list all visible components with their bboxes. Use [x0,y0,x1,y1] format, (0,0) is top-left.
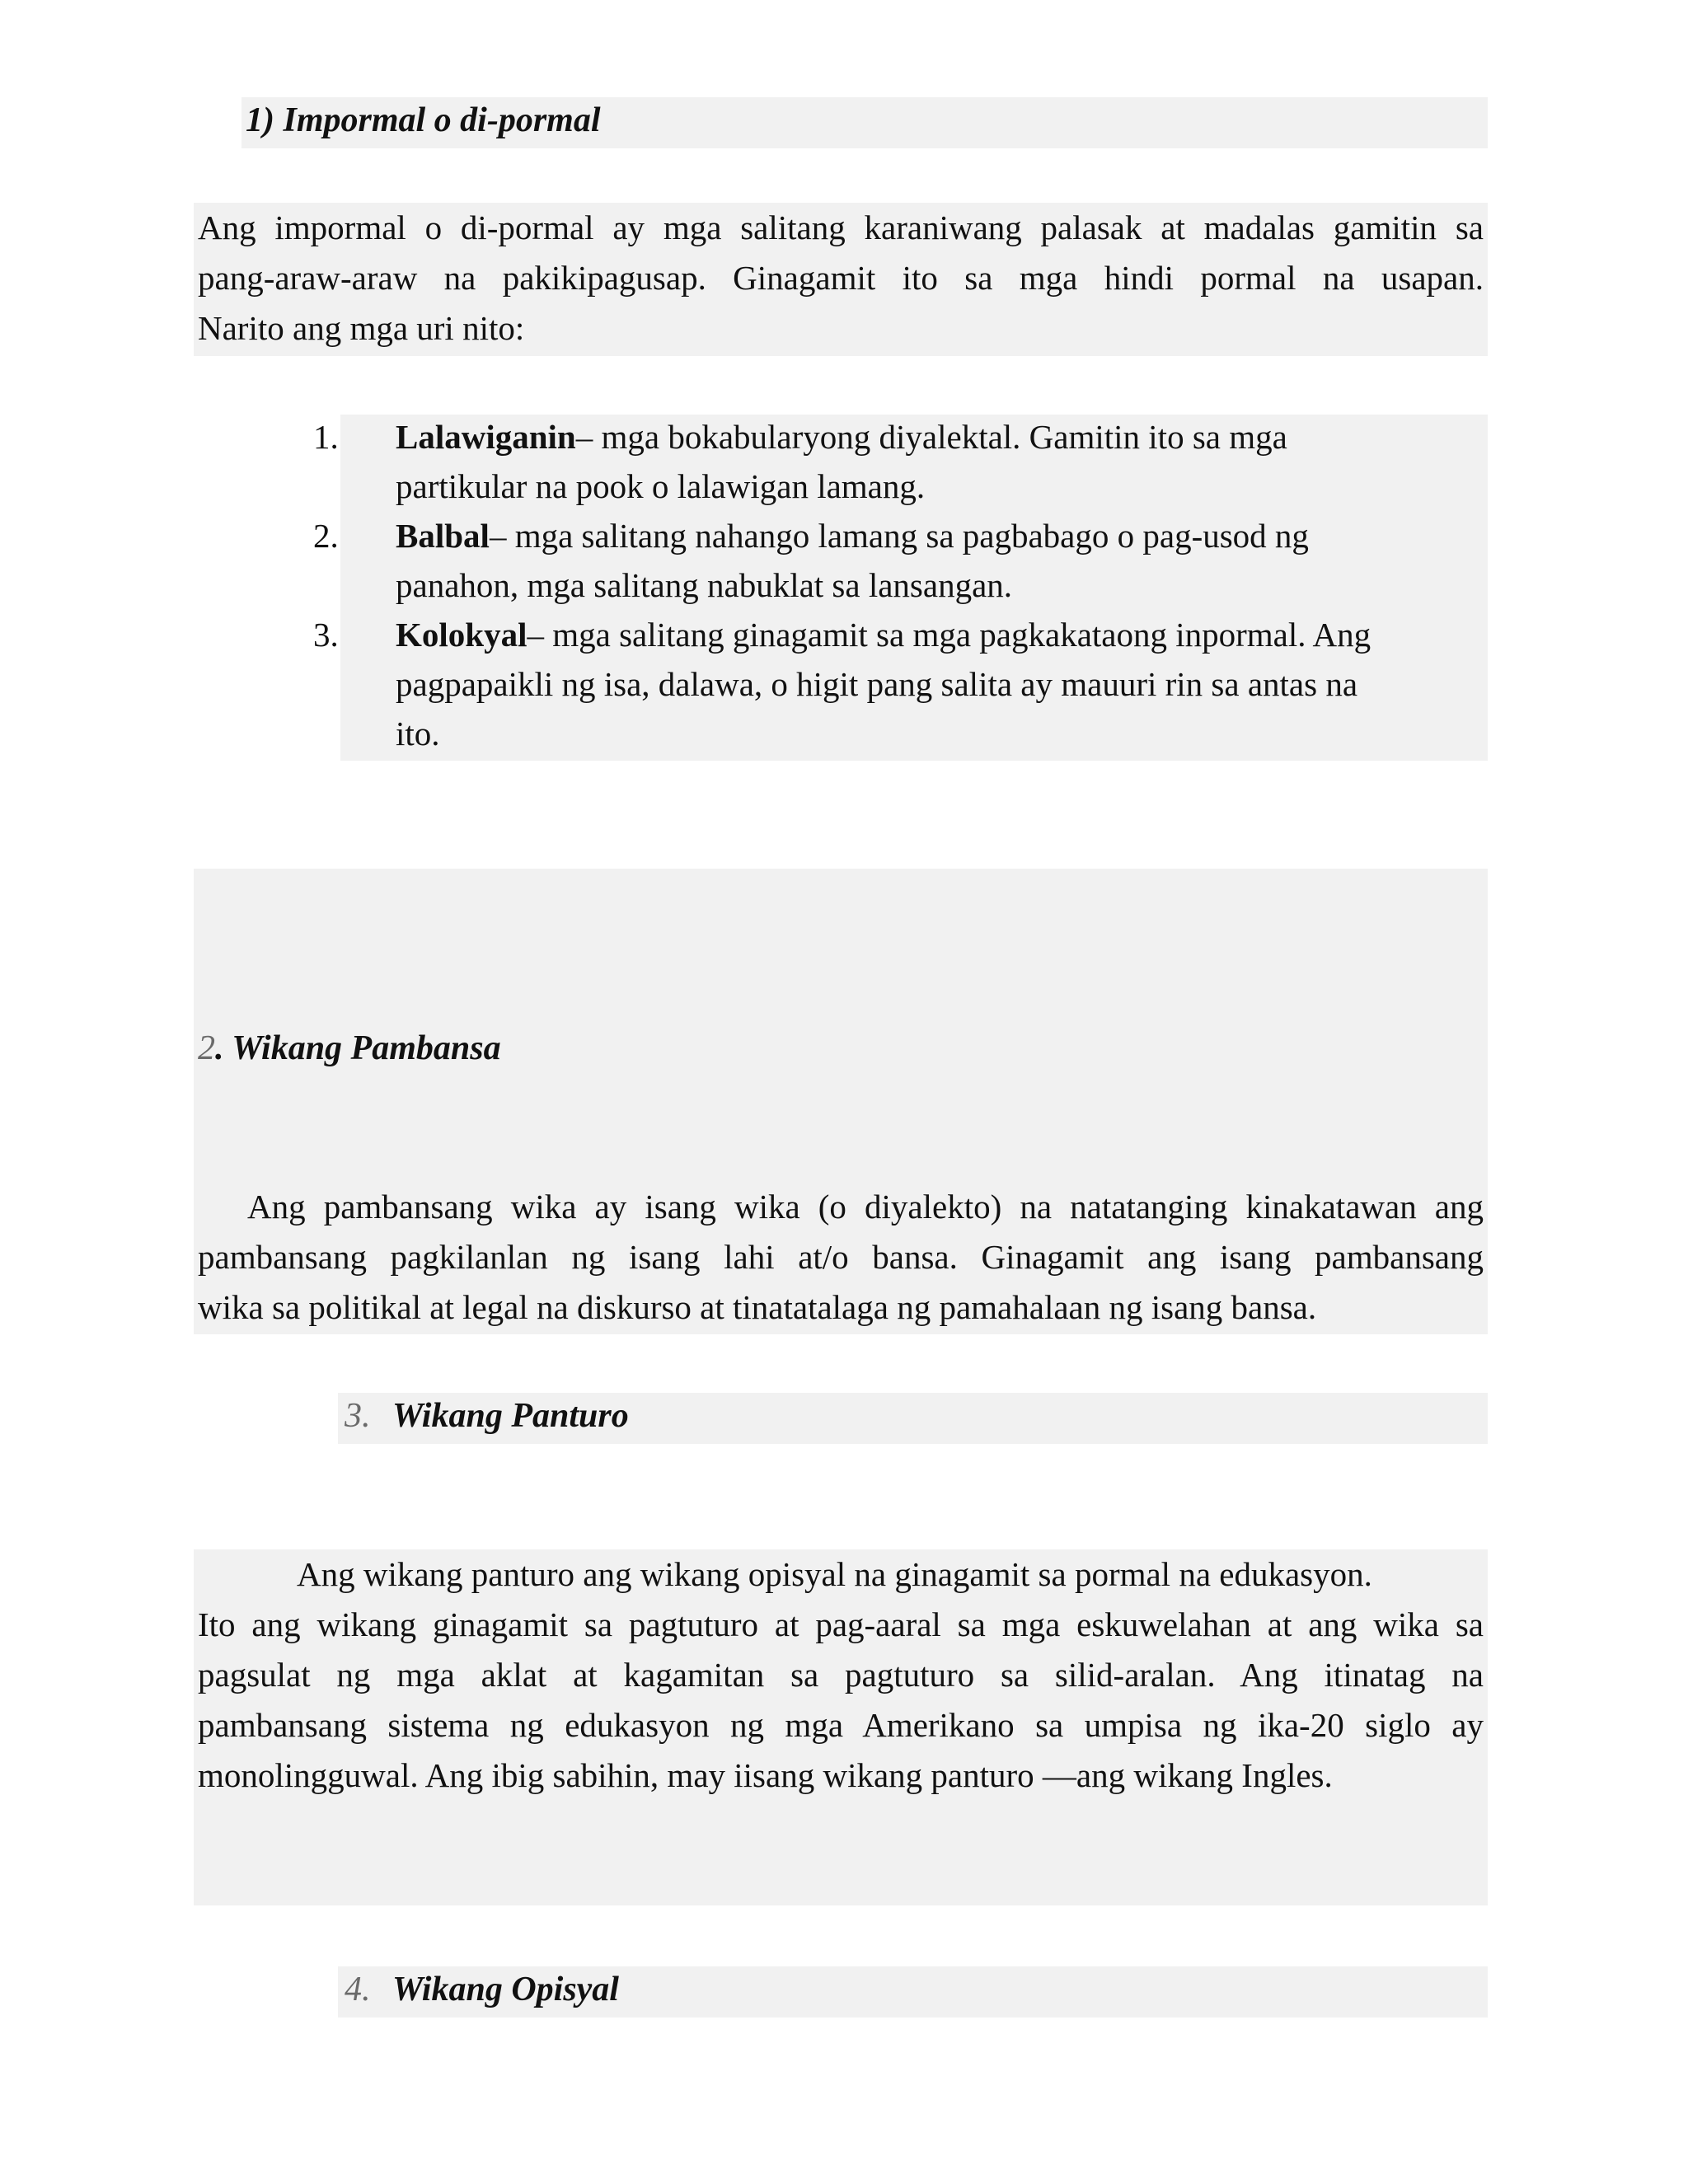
section-number: 3. [345,1397,371,1435]
paragraph-line: pang-araw-araw na pakikipagusap. Ginagamit ito sa mga hindi pormal na usapan. [198,259,1484,297]
list-definition-continued: ito. [396,715,440,752]
paragraph-line: monolingguwal. Ang ibig sabihin, may iisang wikang panturo —ang wikang Ingles. [198,1756,1333,1794]
list-definition-continued: pagpapaikli ng isa, dalawa, o higit pang salita ay mauuri rin sa antas na [396,665,1358,703]
paragraph-line: pambansang pagkilanlan ng isang lahi at/o bansa. Ginagamit ang isang pambansang [198,1238,1484,1276]
section-3-heading [345,1391,629,1441]
section-2-paragraph [198,1182,1484,1333]
paragraph-line: Ang impormal o di-pormal ay mga salitang karaniwang palasak at madalas gamitin sa [198,209,1484,246]
paragraph-line: pambansang sistema ng edukasyon ng mga Amerikano sa umpisa ng ika-20 siglo ay [198,1706,1484,1744]
list-item-balbal [313,511,1467,610]
list-definition: – mga salitang ginagamit sa mga pagkakataong inpormal. Ang [527,616,1372,654]
informal-types-list [313,412,1467,758]
list-definition-continued: partikular na pook o lalawigan lamang. [396,467,926,505]
section-3-paragraph [198,1549,1484,1801]
list-number: 1. [313,418,339,456]
section-title: . Wikang Pambansa [215,1029,501,1067]
paragraph-line: Ang pambansang wika ay isang wika (o diyalekto) na natatanging kinakatawan ang [247,1188,1484,1226]
paragraph-line: pagsulat ng mga aklat at kagamitan sa pagtuturo sa silid-aralan. Ang itinatag na [198,1656,1484,1694]
section-2-heading [198,1024,501,1073]
paragraph-line: Ang wikang panturo ang wikang opisyal na ginagamit sa pormal na edukasyon. [297,1555,1372,1593]
section-1-intro-paragraph [198,203,1484,354]
list-number: 3. [313,616,339,654]
section-number: 4. [345,1971,371,2008]
list-term: Kolokyal [396,616,528,654]
list-item-lalawiganin [313,412,1467,511]
list-term: Lalawiganin [396,418,576,456]
section-1-heading: 1) Impormal o di-pormal [246,101,601,139]
paragraph-line: Ito ang wikang ginagamit sa pagtuturo at pag-aaral sa mga eskuwelahan at ang wika sa [198,1605,1484,1643]
section-number: 2 [198,1029,215,1067]
list-definition-continued: panahon, mga salitang nabuklat sa lansangan. [396,566,1013,604]
paragraph-line: Narito ang mga uri nito: [198,309,525,347]
list-item-kolokyal [313,610,1467,758]
list-definition: – mga salitang nahango lamang sa pagbabago o pag-usod ng [489,517,1309,555]
section-4-heading [345,1965,619,2014]
list-definition: – mga bokabularyong diyalektal. Gamitin ito sa mga [575,418,1287,456]
section-title: Wikang Opisyal [392,1971,619,2008]
section-title: Wikang Panturo [392,1397,629,1435]
list-term: Balbal [396,517,490,555]
list-number: 2. [313,517,339,555]
paragraph-line: wika sa politikal at legal na diskurso at tinatatalaga ng pamahalaan ng isang bansa. [198,1288,1317,1326]
